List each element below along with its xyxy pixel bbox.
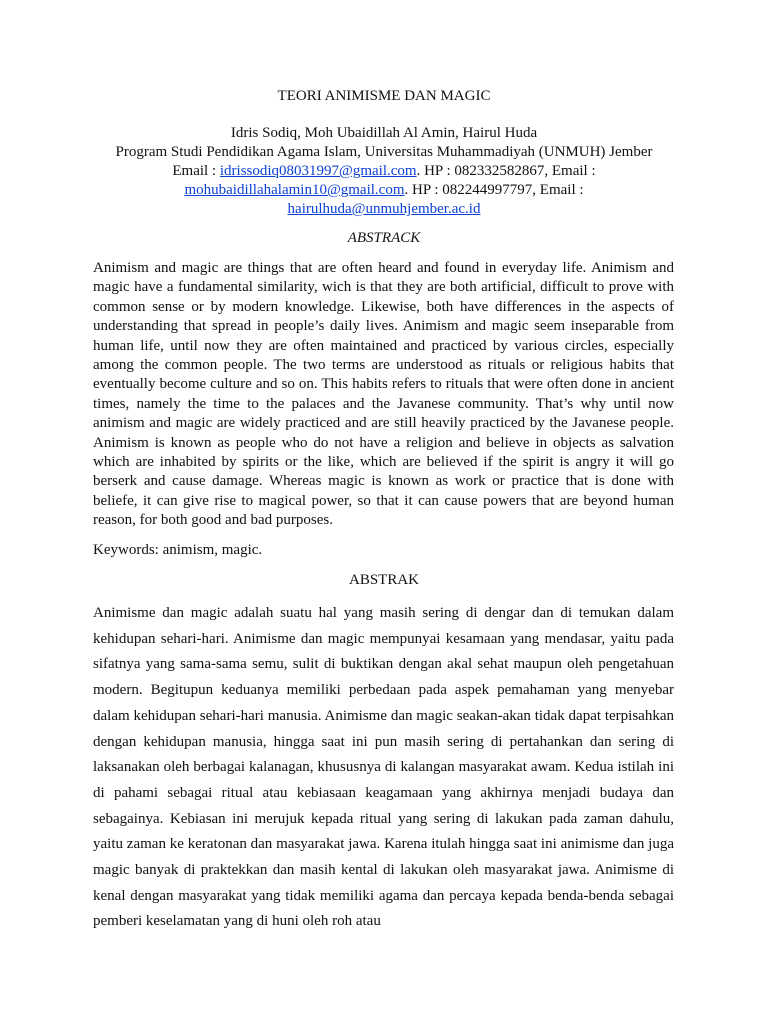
contact-line-2 — [80, 181, 688, 200]
contact-line-3 — [80, 200, 688, 219]
paper-title: TEORI ANIMISME DAN MAGIC — [277, 88, 491, 104]
abstract-id-heading: ABSTRAK — [348, 572, 419, 588]
contact-phone-1: . HP : 082332582867, Email : — [416, 163, 596, 179]
affiliation: Program Studi Pendidikan Agama Islam, Universitas Muhammadiyah (UNMUH) Jember — [115, 144, 653, 160]
contact-phone-2: . HP : 082244997797, Email : — [404, 182, 584, 198]
abstract-en-text: Animism and magic are things that are often heard and found in everyday life. Animism and magic have a fundamental similarity, wich is that they are both artificial, difficult to prove with common sense or by modern knowledge. Likewise, both have differences in the aspects of understanding that spread in people’s daily lives. Animism and magic seem inseparable from human life, until now they are often maintained and practiced by various circles, especially among the common people. The two terms are understood as rituals or religious habits that eventually become culture and so on. This habits refers to rituals that were often done in ancient times, namely the time to the palaces and the Javanese community. That’s why until now animism and magic are widely practiced and are still heavily practiced by the Javanese people. Animism is known as people who do not have a religion and believe in objects as salvation which are inhabited by spirits or the like, which are believed if the spirit is angry it will go berserk and cause damage. Whereas magic is known as work or practice that is done with beliefe, it can give rise to magical power, so that it can cause powers that are beyond human reason, for both good and bad purposes. — [93, 260, 674, 529]
email-label: Email : — [172, 163, 220, 179]
author-names: Idris Sodiq, Moh Ubaidillah Al Amin, Hairul Huda — [230, 125, 538, 141]
email-link-1[interactable]: idrissodiq08031997@gmail.com — [219, 163, 417, 179]
author-block — [80, 124, 688, 219]
abstract-en-heading: ABSTRACK — [347, 230, 421, 246]
contact-line-1 — [80, 162, 688, 181]
abstract-id-text: Animisme dan magic adalah suatu hal yang masih sering di dengar dan di temukan dalam kehidupan sehari-hari. Animisme dan magic mempunyai kesamaan yang mendasar, yaitu pada sifatnya yang sama-sama semu, sulit di buktikan dengan akal sehat maupun oleh pengetahuan modern. Begitupun keduanya memiliki perbedaan pada aspek pemahaman yang menyebar dalam kehidupan sehari-hari manusia. Animisme dan magic seakan-akan tidak dapat terpisahkan dengan kehidupan manusia, hingga saat ini pun masih sering di pertahankan dan sering di laksanakan oleh berbagai kalanagan, khususnya di kalangan masyarakat awam. Kedua istilah ini di pahami sebagai ritual atau kebiasaan keagamaan yang akhirnya menjadi budaya dan sebagainya. Kebiasan ini merujuk kepada ritual yang sering di lakukan pada zaman dahulu, yaitu zaman ke keratonan dan masyarakat jawa. Karena itulah hingga saat ini animisme dan juga magic banyak di praktekkan dan masih kental di lakukan oleh masyarakat jawa. Animisme di kenal dengan masyarakat yang tidak memiliki agama dan percaya kepada benda-benda sebagai pemberi keselamatan yang di huni oleh roh atau — [93, 605, 674, 930]
email-link-3[interactable]: hairulhuda@unmuhjember.ac.id — [287, 201, 481, 217]
keywords: Keywords: animism, magic. — [93, 542, 263, 558]
email-link-2[interactable]: mohubaidillahalamin10@gmail.com — [184, 182, 405, 198]
